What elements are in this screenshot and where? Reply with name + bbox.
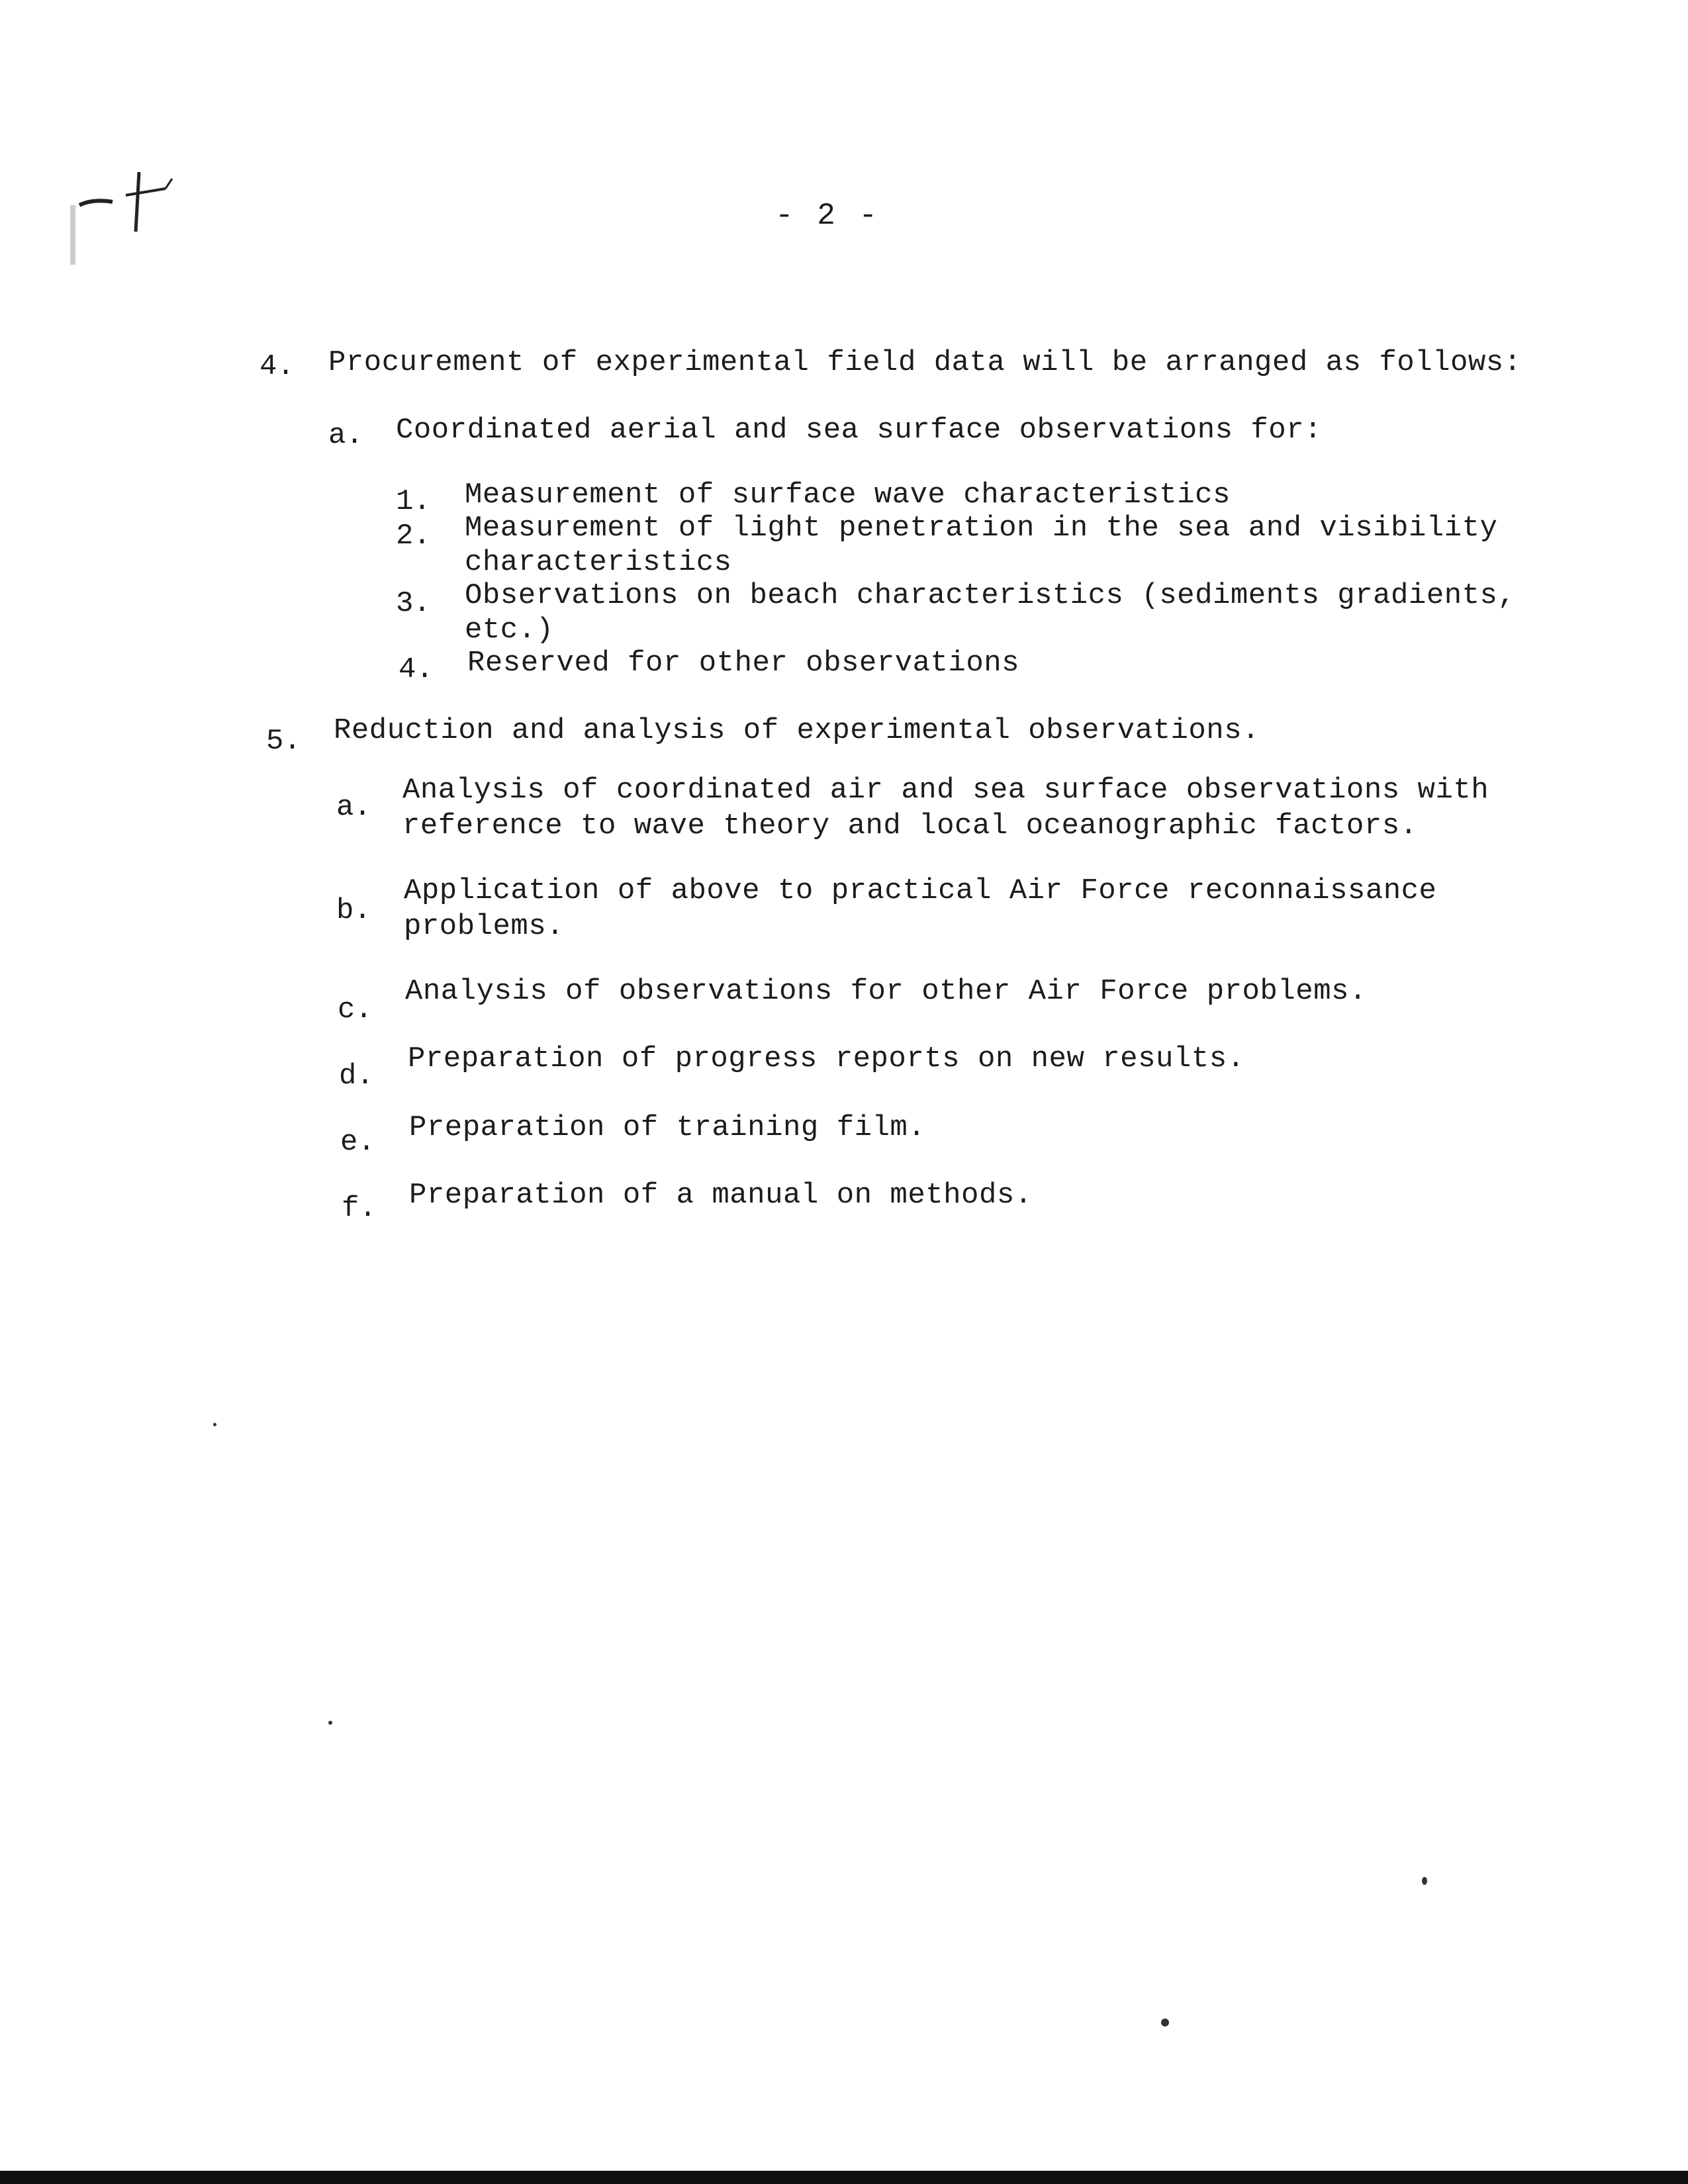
item-4a-2-text-cont: characteristics <box>465 546 732 579</box>
item-5c-text: Analysis of observations for other Air Force problems. <box>405 975 1367 1008</box>
section-5-heading: Reduction and analysis of experimental observations. <box>334 714 1260 747</box>
margin-scribble-mark <box>66 132 185 265</box>
item-5a-text: Analysis of coordinated air and sea surface observations with <box>402 774 1489 807</box>
item-4a-4-number: 4. <box>399 653 434 686</box>
item-5a-letter: a. <box>336 791 371 824</box>
item-4a-2-number: 2. <box>396 520 431 553</box>
item-4a-1-number: 1. <box>396 485 431 518</box>
item-5e-text: Preparation of training film. <box>409 1111 926 1144</box>
item-5f-letter: f. <box>342 1192 377 1225</box>
item-5b-text-cont: problems. <box>404 910 565 943</box>
item-4a-4-text: Reserved for other observations <box>467 647 1020 680</box>
speck-mark <box>213 1423 216 1426</box>
item-4a-3-text-cont: etc.) <box>465 614 554 647</box>
item-5b-letter: b. <box>336 894 371 927</box>
item-4a-1-text: Measurement of surface wave characteristics <box>465 478 1231 512</box>
item-5f-text: Preparation of a manual on methods. <box>409 1179 1033 1212</box>
item-5b-text: Application of above to practical Air Force reconnaissance <box>404 874 1437 907</box>
item-5d-text: Preparation of progress reports on new results. <box>408 1042 1245 1075</box>
item-4a-2-text: Measurement of light penetration in the sea and visibility <box>465 512 1498 545</box>
section-4a-letter: a. <box>328 419 363 452</box>
section-5-number: 5. <box>266 725 301 758</box>
speck-mark <box>1422 1877 1427 1885</box>
item-5a-text-cont: reference to wave theory and local oceanographic factors. <box>402 809 1418 842</box>
item-5e-letter: e. <box>340 1126 375 1159</box>
section-4a-text: Coordinated aerial and sea surface observations for: <box>396 414 1323 447</box>
speck-mark <box>1161 2019 1169 2026</box>
page-number: - 2 - <box>774 199 880 233</box>
scan-bottom-edge <box>0 2171 1688 2184</box>
item-5c-letter: c. <box>338 993 373 1026</box>
section-4-number: 4. <box>259 350 295 383</box>
speck-mark <box>328 1721 332 1725</box>
item-4a-3-number: 3. <box>396 587 431 620</box>
item-4a-3-text: Observations on beach characteristics (sediments gradients, <box>465 579 1516 612</box>
section-4-heading: Procurement of experimental field data will be arranged as follows: <box>328 346 1522 379</box>
item-5d-letter: d. <box>339 1060 374 1093</box>
